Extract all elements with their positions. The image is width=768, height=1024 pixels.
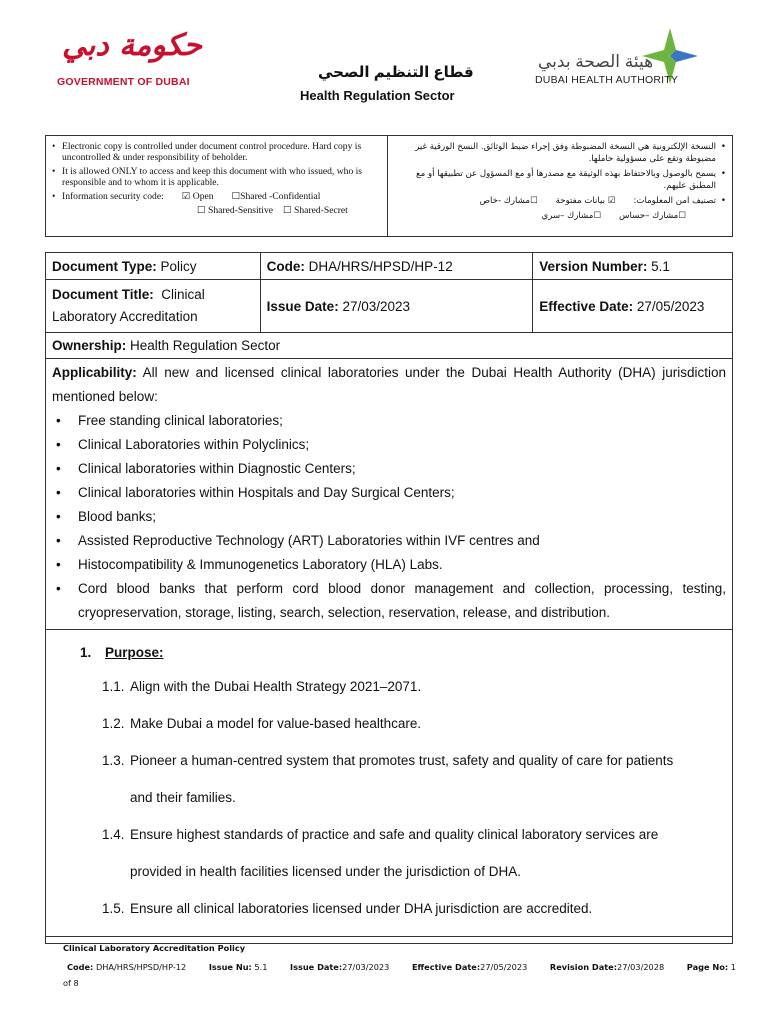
checkbox-icon: ☐ [529, 196, 538, 206]
government-of-dubai-logo-arabic: حكومة دبي [62, 28, 202, 63]
security-option-sensitive[interactable]: ☐ Shared-Sensitive [197, 205, 274, 216]
security-option-open[interactable]: ☑ Open [181, 191, 214, 202]
code-cell: Code: DHA/HRS/HPSD/HP-12 [260, 253, 533, 280]
security-code-row [52, 191, 383, 216]
page-header [0, 0, 768, 130]
security-code-label-arabic: • تصنيف امن المعلومات: [633, 196, 716, 206]
document-title-cell: Document Title: Clinical Laboratory Accreditation [46, 280, 261, 333]
page-footer [45, 936, 736, 996]
list-item: • Histocompatibility & Immunogenetics Laboratory (HLA) Labs. [52, 553, 726, 577]
list-item: • Cord blood banks that perform cord blood donor management and collection, processing, testing, cryopreservation, storage, listing, search, selection, reservation, release, and distribution. [52, 577, 726, 625]
checkbox-icon: ☐ [593, 211, 602, 221]
version-cell: Version Number: 5.1 [533, 253, 733, 280]
sector-title-arabic: قطاع التنظيم الصحي [318, 64, 474, 81]
control-box-english [46, 136, 388, 236]
control-box-arabic [388, 136, 732, 236]
purpose-item: 1.5. Ensure all clinical laboratories licensed under DHA jurisdiction are accredited. [102, 901, 593, 916]
dha-logo-arabic: هيئة الصحة بدبي [538, 52, 654, 71]
list-item: • Clinical laboratories within Hospitals and Day Surgical Centers; [52, 481, 726, 505]
list-item: • Blood banks; [52, 505, 726, 529]
control-note-arabic: • يسمح بالوصول وبالاحتفاظ بهذه الوثيقة مع مصدرها أو مع المسؤول عن تطبيقها أو مع المطبق عليهم. [392, 168, 726, 192]
checked-box-icon: ☑ [181, 191, 191, 202]
list-item: • Clinical Laboratories within Polyclinics; [52, 433, 726, 457]
security-option-open-arabic[interactable]: ☑ بيانات مفتوحة [555, 196, 616, 206]
security-option-sensitive-arabic[interactable]: ☐مشارك –حساس [619, 211, 686, 221]
purpose-item: 1.2. Make Dubai a model for value-based healthcare. [102, 716, 422, 731]
purpose-item: 1.1. Align with the Dubai Health Strategy 2021–2071. [102, 679, 422, 694]
applicability-cell [46, 359, 733, 630]
document-control-box [45, 135, 733, 237]
security-option-private-arabic[interactable]: ☐مشارك -خاص [479, 196, 538, 206]
effective-date-cell: Effective Date: 27/05/2023 [533, 280, 733, 333]
security-option-secret[interactable]: ☐ Shared-Secret [283, 205, 348, 216]
control-note-arabic: • النسخة الإلكترونية هي النسخة المضبوطة وفق إجراء ضبط الوثائق. النسخ الورقية غير مضبوطة وتقع على مسؤولية حاملها. [392, 141, 726, 165]
checked-box-icon: ☑ [607, 196, 616, 206]
security-code-row-arabic [392, 195, 726, 222]
checkbox-icon: ☐ [197, 205, 206, 216]
checkbox-icon: ☐ [283, 205, 292, 216]
sector-title-english: Health Regulation Sector [300, 88, 455, 103]
dha-logo-english: DUBAI HEALTH AUTHORITY [535, 74, 679, 86]
ownership-cell: Ownership: Health Regulation Sector [46, 333, 733, 359]
control-note: • Electronic copy is controlled under document control procedure. Hard copy is uncontrolled & under responsibility of beholder. [52, 141, 383, 163]
checkbox-icon: ☐ [678, 211, 686, 221]
list-item: • Clinical laboratories within Diagnostic Centers; [52, 457, 726, 481]
security-option-secret-arabic[interactable]: ☐مشارك –سري [541, 211, 602, 221]
applicability-list [52, 409, 726, 625]
issue-date-cell: Issue Date: 27/03/2023 [260, 280, 533, 333]
list-item: • Assisted Reproductive Technology (ART) Laboratories within IVF centres and [52, 529, 726, 553]
applicability-intro: Applicability: All new and licensed clinical laboratories under the Dubai Health Authority (DHA) jurisdiction mentioned below: [52, 365, 726, 404]
footer-meta: Code: DHA/HRS/HPSD/HP-12 Issue Nu: 5.1 Issue Date:27/03/2023 Effective Date:27/05/2023 Revision Date:27/03/2028 Page No: 1 [67, 962, 736, 972]
purpose-item: 1.3. Pioneer a human-centred system that promotes trust, safety and quality of care for patients and their families. [102, 753, 674, 805]
document-type-cell: Document Type: Policy [46, 253, 261, 280]
purpose-section [46, 630, 733, 944]
document-info-table [45, 252, 733, 944]
footer-title: Clinical Laboratory Accreditation Policy [63, 943, 246, 953]
government-of-dubai-logo-english: GOVERNMENT OF DUBAI [57, 76, 190, 88]
security-option-confidential[interactable]: ☐Shared -Confidential [231, 191, 321, 202]
checkbox-icon: ☐ [231, 191, 241, 202]
purpose-item: 1.4. Ensure highest standards of practice and safe and quality clinical laboratory services are provided in health facilities licensed under the jurisdiction of DHA. [102, 827, 659, 879]
footer-page-total: of 8 [63, 978, 79, 988]
security-code-label: • Information security code: [62, 191, 164, 202]
purpose-heading: 1. Purpose: [80, 645, 164, 660]
list-item: • Free standing clinical laboratories; [52, 409, 726, 433]
control-note: • It is allowed ONLY to access and keep this document with who issued, who is responsible and to whom it is applicable. [52, 166, 383, 188]
